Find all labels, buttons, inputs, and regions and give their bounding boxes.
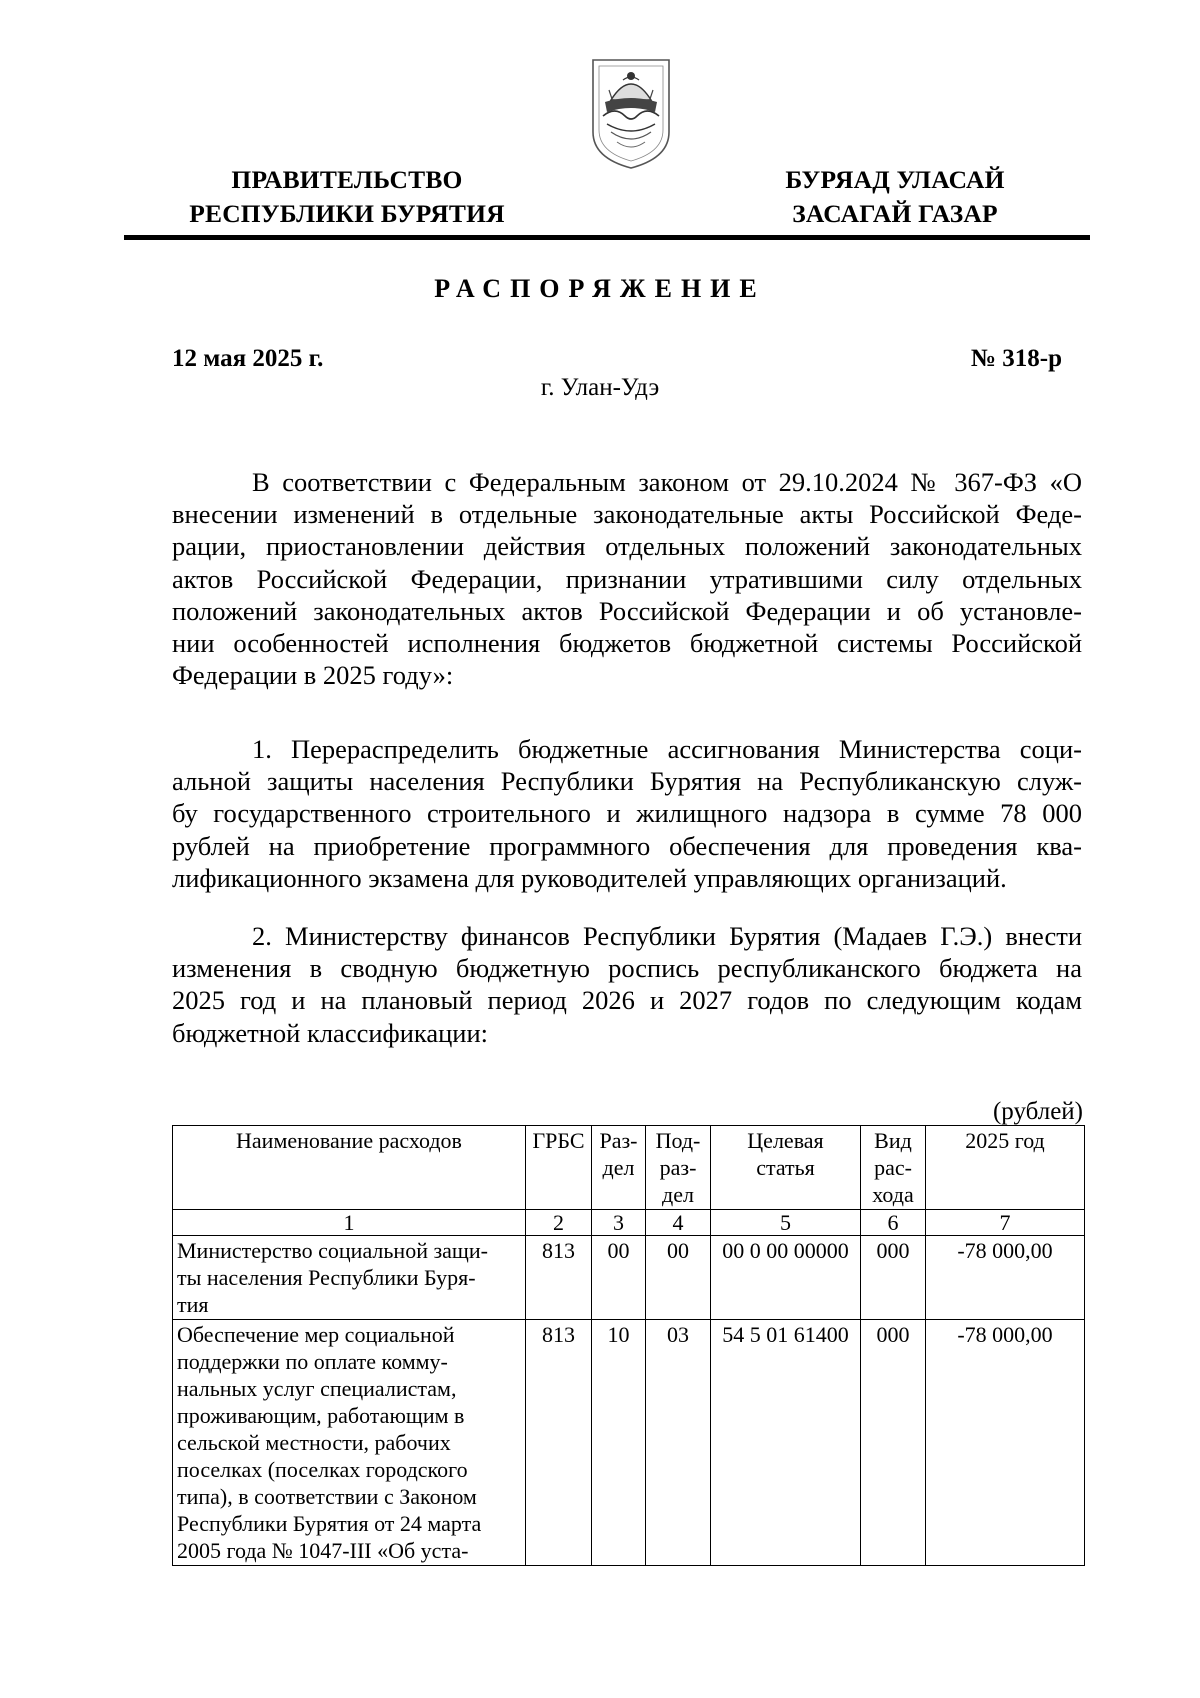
header-left-line-2: РЕСПУБЛИКИ БУРЯТИЯ [189,199,505,228]
header-government-ru [172,163,522,231]
table-row [173,1320,1085,1566]
row-razdel: 00 [592,1236,646,1320]
column-number: 5 [711,1210,861,1236]
intro-line: положений законодательных актов Российской Федерации и об установле- [172,595,1082,626]
header-celevaya-statya: Целевая статья [711,1126,861,1210]
row-celevaya-statya: 00 0 00 00000 [711,1236,861,1320]
intro-line: актов Российской Федерации, признании утратившими силу отдельных [172,563,1082,594]
header-razdel: Раз- дел [592,1126,646,1210]
document-number: № 318-р [970,345,1062,372]
header-name: Наименование расходов [173,1126,526,1210]
row-name: Министерство социальной защи- ты населения Республики Буря- тия [173,1236,526,1320]
header-left-line-1: ПРАВИТЕЛЬСТВО [231,165,463,194]
row-amount: -78 000,00 [926,1320,1085,1566]
header-government-bua [745,163,1045,231]
column-number: 2 [526,1210,592,1236]
document-type-title: РАСПОРЯЖЕНИЕ [434,274,766,303]
row-grbs: 813 [526,1236,592,1320]
item-1-paragraph [172,733,1082,894]
table-units-label: (рублей) [992,1098,1083,1125]
column-number: 6 [861,1210,926,1236]
table-row [173,1236,1085,1320]
intro-line: рации, приостановлении действия отдельных положений законодательных [172,531,1082,562]
item-1-line: бу государственного строительного и жилищного надзора в сумме 78 000 [172,798,1082,829]
intro-line: нии особенностей исполнения бюджетов бюджетной системы Российской [172,628,1082,659]
intro-paragraph [172,466,1082,691]
intro-line: В соответствии с Федеральным законом от 29.10.2024 № 367-ФЗ «О [252,467,1082,497]
row-podrazdel: 03 [646,1320,711,1566]
intro-line: Федерации в 2025 году»: [172,660,454,691]
item-1-line: альной защиты населения Республики Бурятия на Республиканскую служ- [172,766,1082,797]
row-razdel: 10 [592,1320,646,1566]
coat-of-arms-emblem [585,54,677,172]
column-number: 7 [926,1210,1085,1236]
item-2-line: бюджетной классификации: [172,1017,489,1048]
document-date: 12 мая 2025 г. [172,345,324,372]
item-1-line: рублей на приобретение программного обеспечения для проведения ква- [172,830,1082,861]
item-1-line: лификационного экзамена для руководителей управляющих организаций. [172,862,1007,893]
item-2-line: изменения в сводную бюджетную роспись республиканского бюджета на [172,953,1082,984]
row-grbs: 813 [526,1320,592,1566]
header-podrazdel: Под- раз- дел [646,1126,711,1210]
column-number: 1 [173,1210,526,1236]
item-2-line: 2. Министерству финансов Республики Бурятия (Мадаев Г.Э.) внести [252,921,1082,951]
header-amount-2025: 2025 год [926,1126,1085,1210]
column-number: 3 [592,1210,646,1236]
row-celevaya-statya: 54 5 01 61400 [711,1320,861,1566]
item-2-paragraph [172,920,1082,1049]
row-amount: -78 000,00 [926,1236,1085,1320]
header-right-line-1: БУРЯАД УЛАСАЙ [785,165,1005,194]
item-2-line: 2025 год и на плановый период 2026 и 2027 годов по следующим кодам [172,985,1082,1016]
row-vid-raskhoda: 000 [861,1320,926,1566]
header-grbs: ГРБС [526,1126,592,1210]
row-name: Обеспечение мер социальной поддержки по оплате комму- нальных услуг специалистам, проживающим, работающим в сельской местности, рабочих поселках (поселках городского типа), в соответствии с Законом Республики Бурятия от 24 марта 2005 года № 1047-III «Об уста- [173,1320,526,1566]
item-1-line: 1. Перераспределить бюджетные ассигнования Министерства соци- [252,734,1082,764]
column-number: 4 [646,1210,711,1236]
column-numbers-row [173,1210,1085,1236]
row-podrazdel: 00 [646,1236,711,1320]
header-divider [124,235,1090,240]
row-vid-raskhoda: 000 [861,1236,926,1320]
intro-line: внесении изменений в отдельные законодательные акты Российской Феде- [172,499,1082,530]
budget-table [172,1125,1085,1566]
document-city: г. Улан-Удэ [540,374,660,401]
header-right-line-2: ЗАСАГАЙ ГАЗАР [792,199,998,228]
header-vid-raskhoda: Вид рас- хода [861,1126,926,1210]
table-header-row [173,1126,1085,1210]
